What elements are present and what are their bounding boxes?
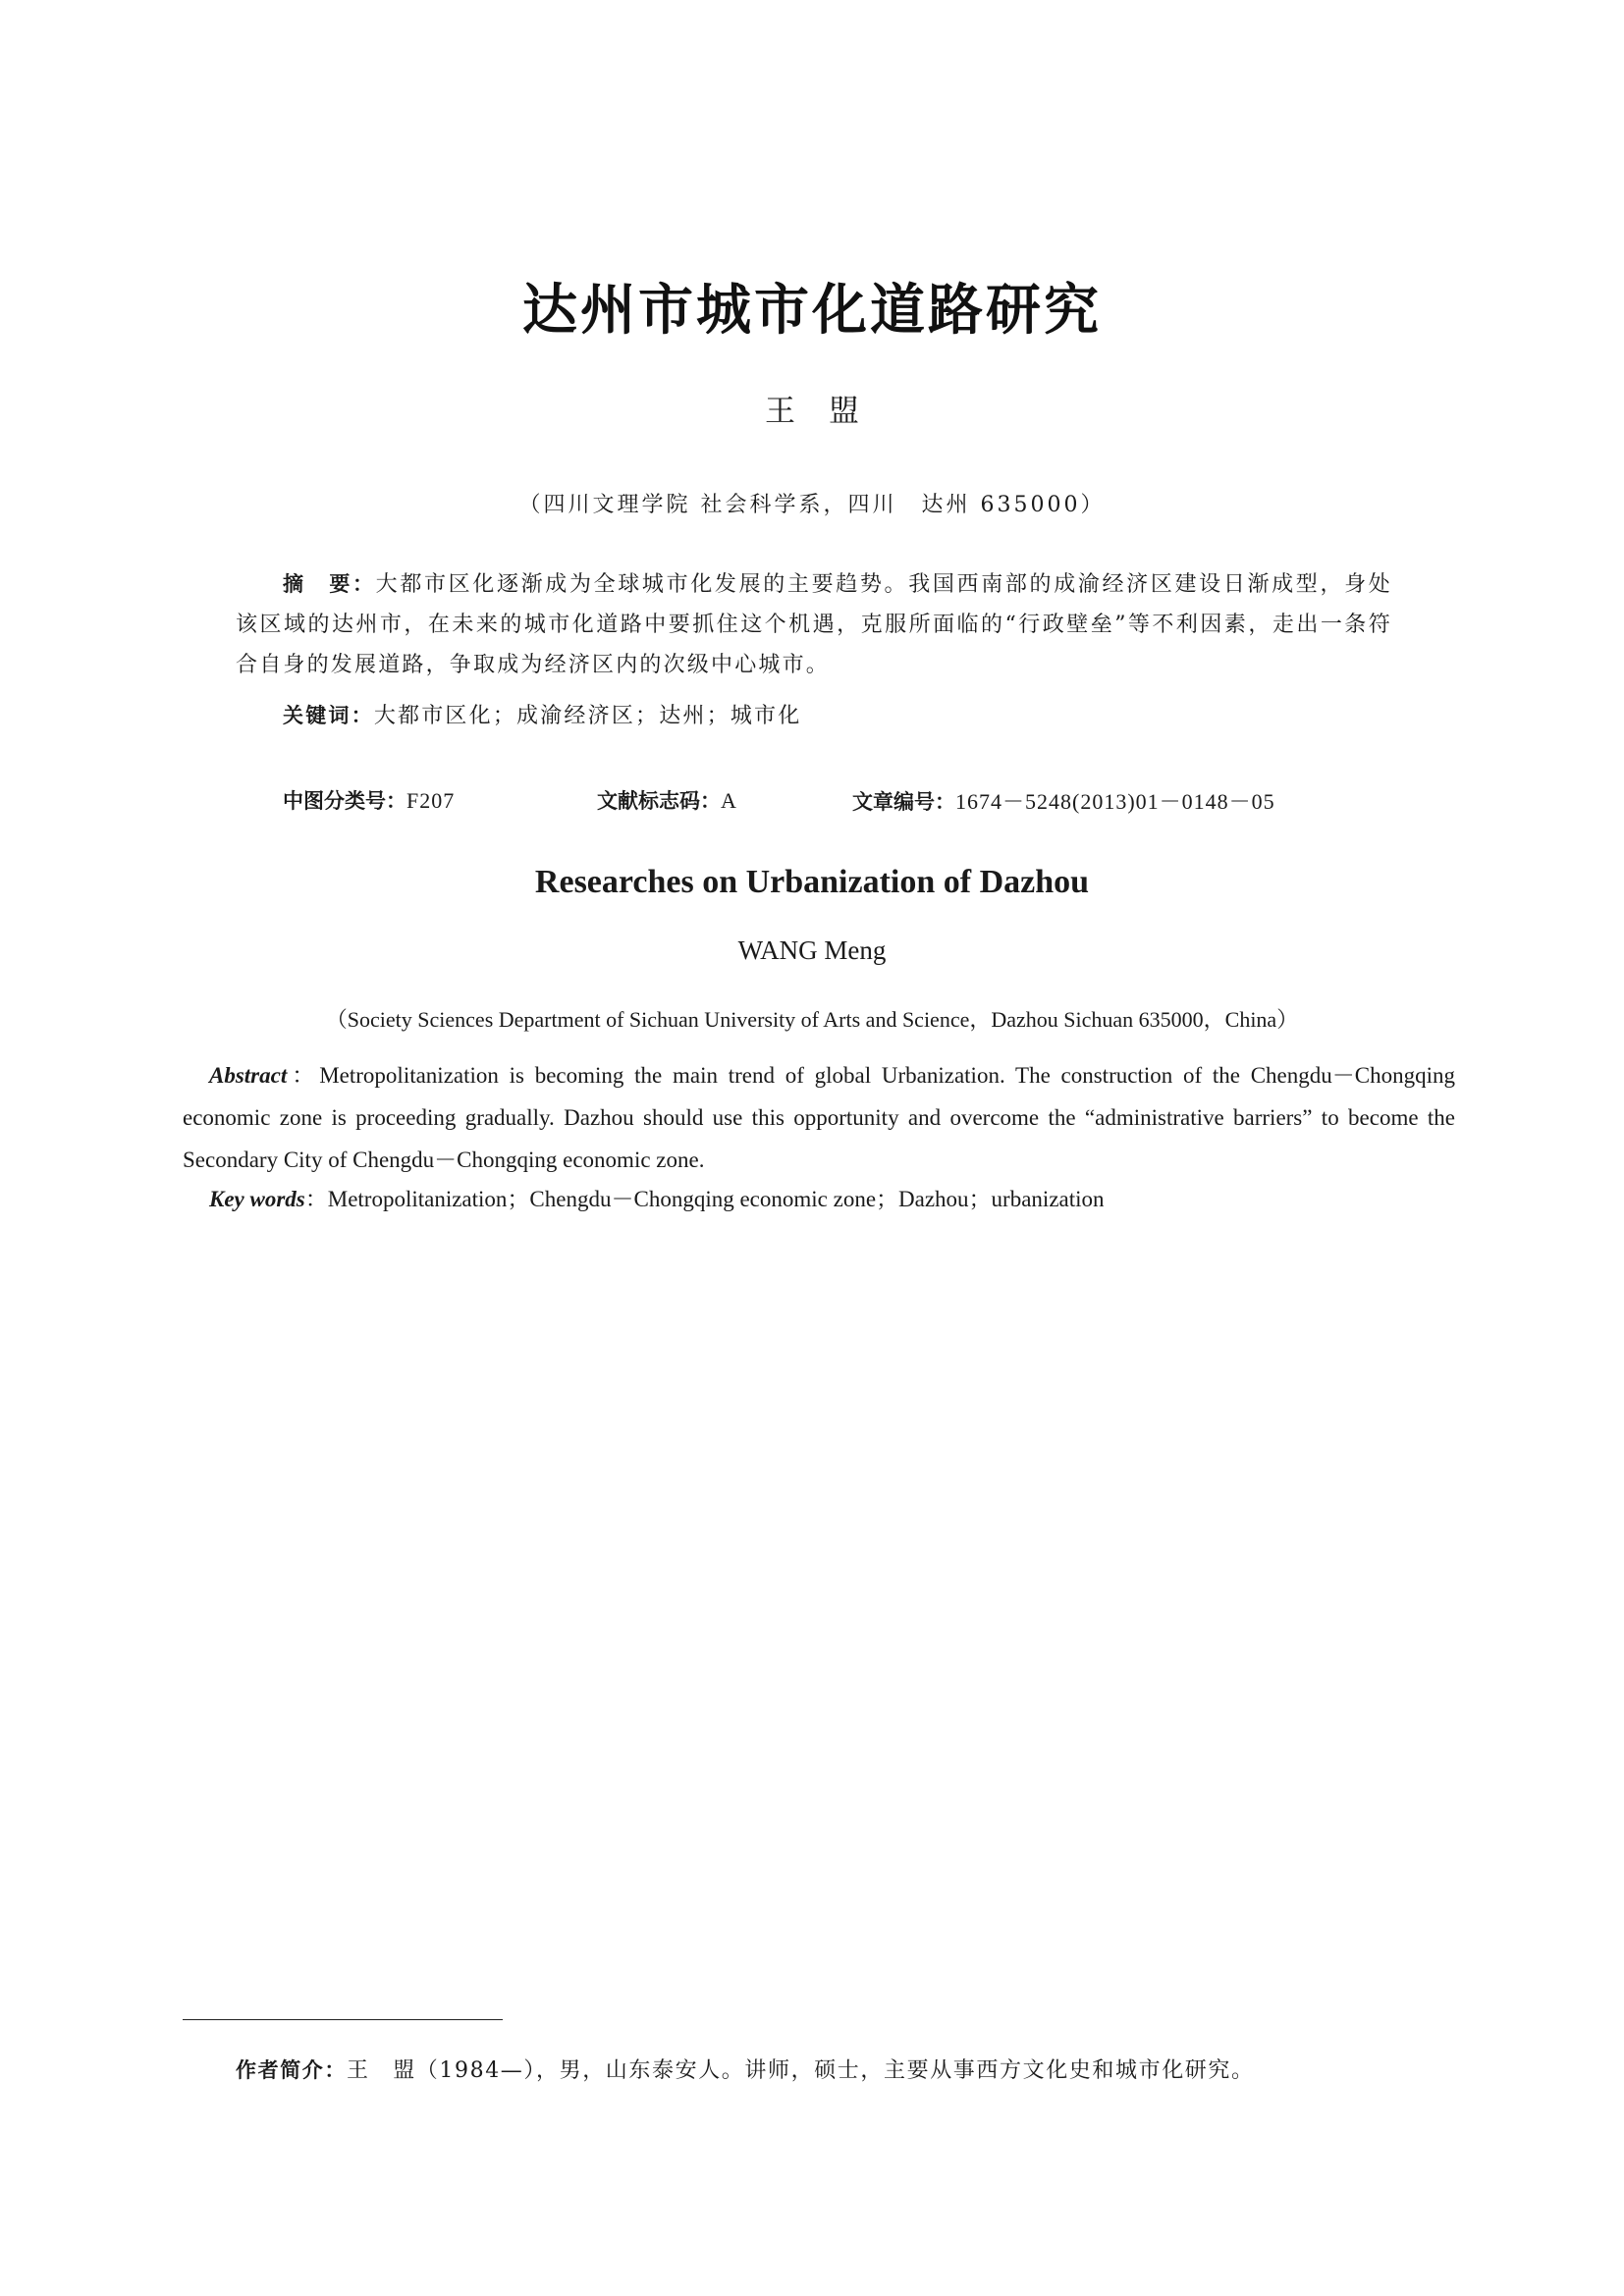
- clc-value: F207: [406, 788, 456, 813]
- keywords-en: [209, 1181, 1105, 1213]
- abstract-label-en: Abstract: [209, 1063, 288, 1088]
- clc-number: [283, 785, 455, 815]
- article-number-value: 1674－5248(2013)01－0148－05: [955, 789, 1275, 814]
- abstract-cn: [236, 564, 1392, 685]
- abstract-text-cn: 大都市区化逐渐成为全球城市化发展的主要趋势。我国西南部的成渝经济区建设日渐成型，身处该区域的达州市，在未来的城市化道路中要抓住这个机遇，克服所面临的“行政壁垒”等不利因素，走出一条符合自身的发展道路，争取成为经济区内的次级中心城市。: [236, 572, 1392, 677]
- keywords-label-en: Key words: [209, 1187, 305, 1211]
- footnote-text: 王 盟（1984—），男，山东泰安人。讲师，硕士，主要从事西方文化史和城市化研究。: [347, 2058, 1255, 2083]
- author-name-en: WANG Meng: [737, 935, 887, 965]
- abstract-text-en: ：Metropolitanization is becoming the main trend of global Urbanization. The construction of the Chengdu－Chongqing economic zone is proceeding gradually. Dazhou should use this opportunity and overcome the “administrative barriers” to become the Secondary City of Chengdu－Chongqing economic zone.: [183, 1063, 1455, 1172]
- document-code: [597, 785, 737, 815]
- article-number-label: 文章编号：: [852, 790, 955, 814]
- abstract-label-cn: 摘 要：: [283, 572, 376, 596]
- keywords-text-en: ：Metropolitanization；Chengdu－Chongqing economic zone；Dazhou；urbanization: [304, 1187, 1105, 1211]
- article-number: [852, 785, 1275, 816]
- footnote-label: 作者简介：: [236, 2058, 347, 2082]
- paper-title-en: Researches on Urbanization of Dazhou: [534, 864, 1090, 900]
- keywords-cn: [283, 699, 801, 729]
- document-code-value: A: [721, 788, 737, 813]
- author-name-cn: 王盟: [765, 394, 893, 429]
- footnote-divider: [183, 2019, 503, 2020]
- author-affiliation-en: （Society Sciences Department of Sichuan University of Arts and Science，Dazhou Sichuan 635000，China）: [325, 1007, 1299, 1032]
- keywords-label-cn: 关键词：: [283, 704, 374, 727]
- document-code-label: 文献标志码：: [597, 789, 721, 813]
- author-affiliation-cn: （四川文理学院 社会科学系，四川 达州 635000）: [518, 493, 1106, 517]
- keywords-text-cn: 大都市区化；成渝经济区；达州；城市化: [373, 704, 802, 728]
- abstract-en: [183, 1054, 1455, 1181]
- paper-title-cn: 达州市城市化道路研究: [522, 278, 1102, 343]
- author-footnote: [236, 2054, 1255, 2084]
- clc-label: 中图分类号：: [283, 789, 406, 813]
